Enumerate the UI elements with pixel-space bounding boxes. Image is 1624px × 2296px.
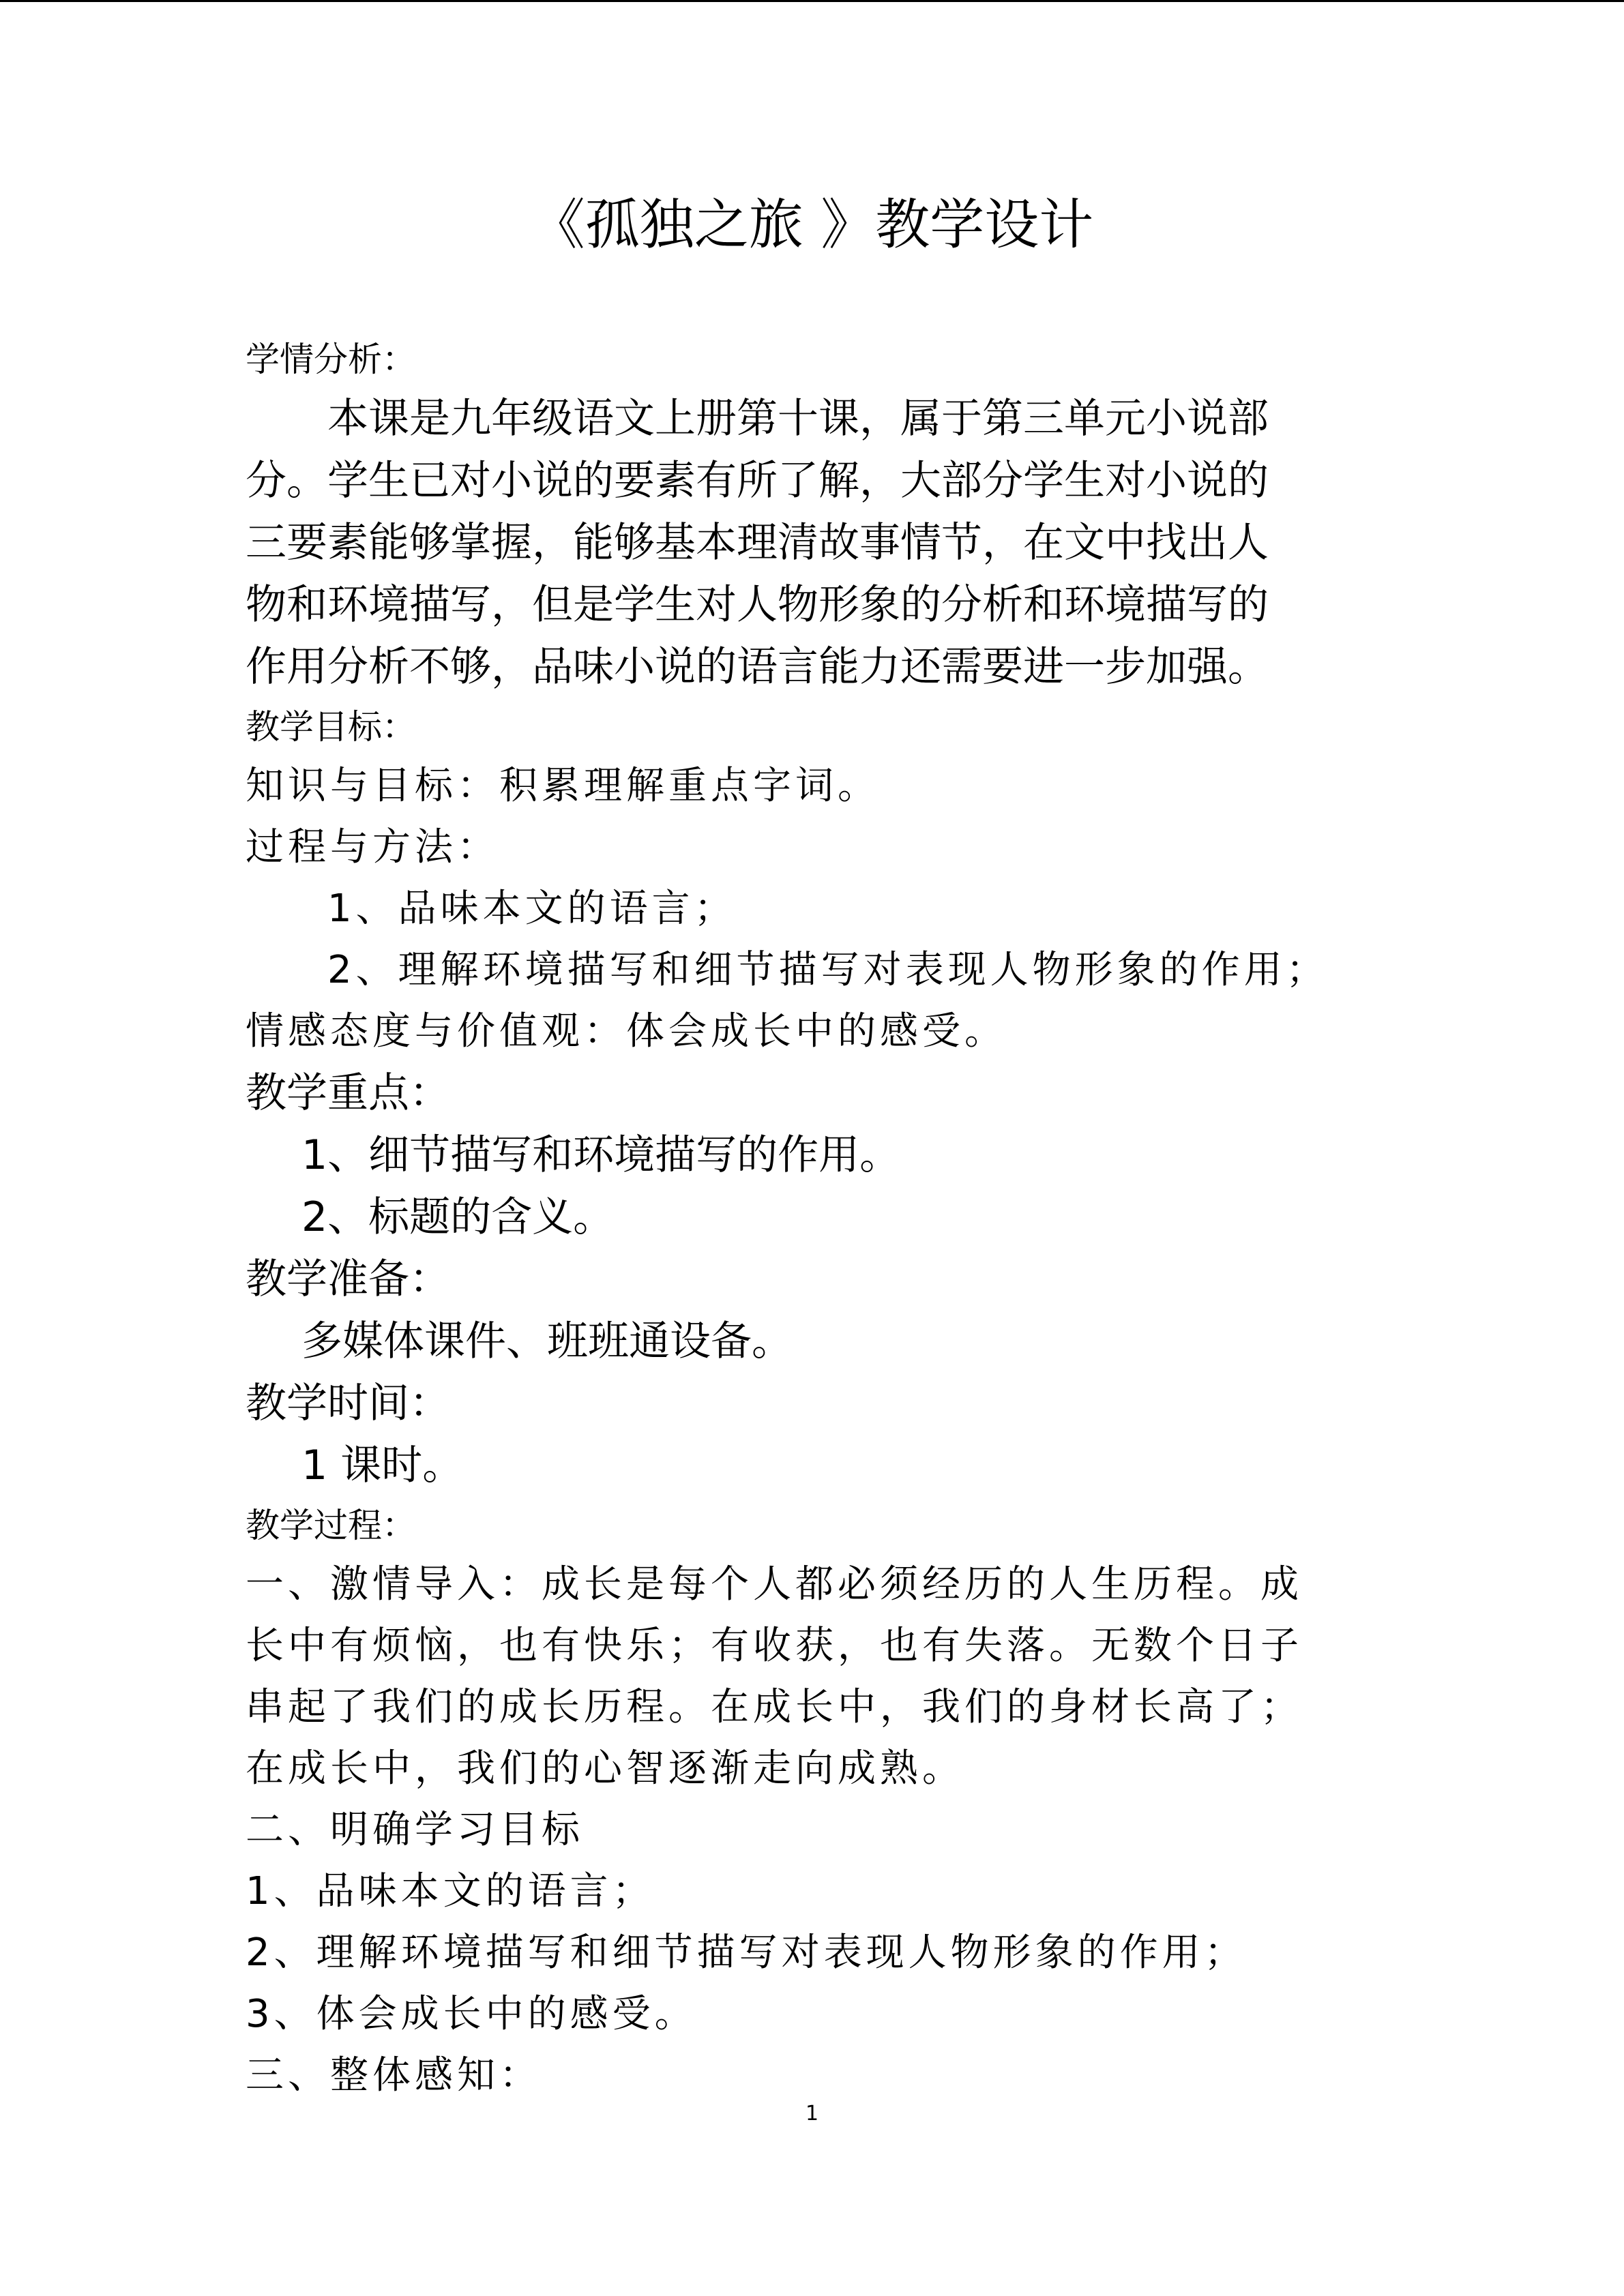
- section-label-teaching-goals: 教学目标：: [246, 707, 416, 747]
- time-content: 1 课时。: [301, 1442, 464, 1489]
- document-body: [246, 331, 1344, 2106]
- process-intro-line: 一、激情导入：成长是每个人都必须经历的人生历程。成: [246, 1562, 1303, 1607]
- page-number: 1: [805, 2102, 819, 2126]
- paragraph-line: 分。学生已对小说的要素有所了解，大部分学生对小说的: [246, 457, 1269, 505]
- goal-emotion: 情感态度与价值观：体会成长中的感受。: [246, 1009, 1007, 1054]
- section-label-key-points: 教学重点：: [246, 1069, 450, 1117]
- key-point-item: 1、细节描写和环境描写的作用。: [301, 1131, 901, 1179]
- key-point-item: 2、标题的含义。: [301, 1193, 615, 1241]
- process-step2-item: 1、品味本文的语言；: [246, 1869, 655, 1913]
- goal-process-item: 1、品味本文的语言；: [327, 886, 737, 931]
- goal-process-label: 过程与方法：: [246, 825, 499, 869]
- top-border-line: [0, 0, 1624, 2]
- paragraph-line: 作用分析不够，品味小说的语言能力还需要进一步加强。: [246, 643, 1269, 691]
- process-step2-item: 3、体会成长中的感受。: [246, 1992, 697, 2036]
- process-step2-title: 二、明确学习目标: [246, 1808, 584, 1852]
- goal-process-item: 2、理解环境描写和细节描写对表现人物形象的作用；: [327, 948, 1329, 992]
- section-label-learning-analysis: 学情分析：: [246, 340, 416, 379]
- document-title: 《孤独之旅 》教学设计: [530, 193, 1094, 256]
- paragraph-line: 三要素能够掌握，能够基本理清故事情节，在文中找出人: [246, 519, 1269, 567]
- process-intro-line: 长中有烦恼，也有快乐；有收获，也有失落。无数个日子: [246, 1624, 1303, 1668]
- process-intro-line: 在成长中，我们的心智逐渐走向成熟。: [246, 1746, 964, 1791]
- paragraph-line: 本课是九年级语文上册第十课，属于第三单元小说部: [327, 395, 1269, 443]
- process-step3-title: 三、整体感知：: [246, 2053, 542, 2098]
- section-label-preparation: 教学准备：: [246, 1255, 450, 1303]
- section-label-process: 教学过程：: [246, 1506, 416, 1545]
- paragraph-line: 物和环境描写，但是学生对人物形象的分析和环境描写的: [246, 581, 1269, 629]
- section-label-time: 教学时间：: [246, 1380, 450, 1427]
- goal-knowledge: 知识与目标：积累理解重点字词。: [246, 764, 880, 808]
- process-intro-line: 串起了我们的成长历程。在成长中，我们的身材长高了；: [246, 1685, 1303, 1729]
- process-step2-item: 2、理解环境描写和细节描写对表现人物形象的作用；: [246, 1930, 1247, 1975]
- preparation-content: 多媒体课件、班班通设备。: [301, 1317, 793, 1365]
